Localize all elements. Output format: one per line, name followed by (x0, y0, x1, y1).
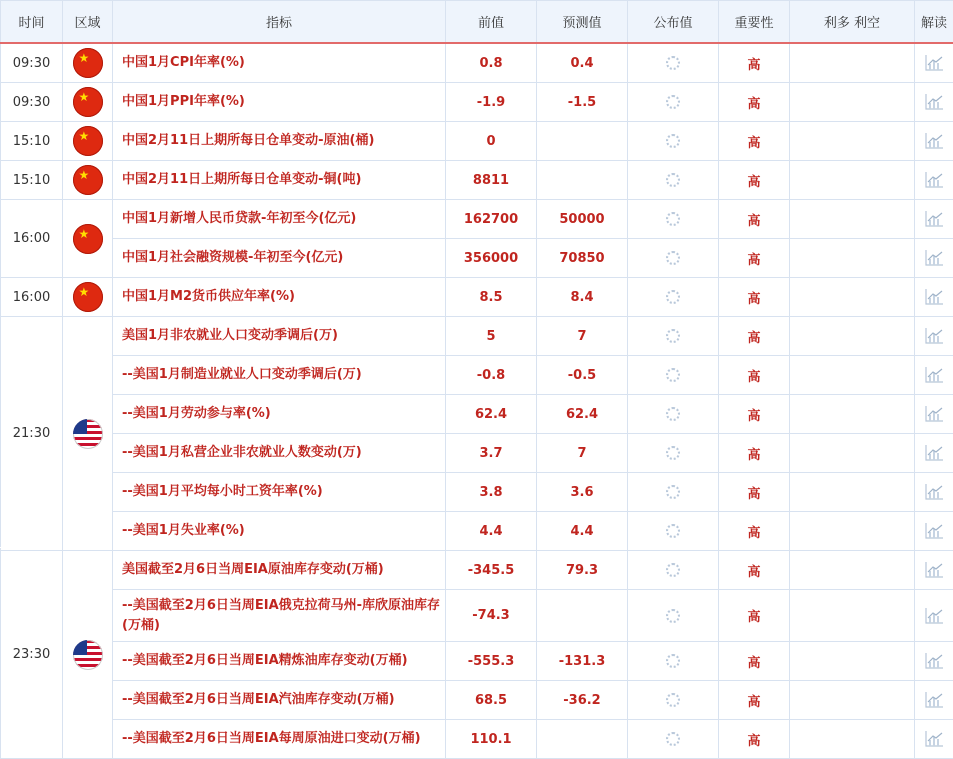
table-row (1, 83, 953, 122)
loading-spinner-icon (666, 407, 680, 421)
chart-icon[interactable] (924, 249, 944, 267)
table-row (1, 642, 953, 681)
previous-value-cell: 162700 (446, 200, 537, 239)
chart-icon[interactable] (924, 444, 944, 462)
forecast-value-cell: 0.4 (537, 43, 628, 83)
loading-spinner-icon (666, 173, 680, 187)
indicator-cell[interactable]: 中国1月新增人民币贷款-年初至今(亿元) (113, 200, 446, 239)
indicator-cell[interactable]: 中国2月11日上期所每日仓单变动-铜(吨) (113, 161, 446, 200)
loading-spinner-icon (666, 134, 680, 148)
forecast-value-cell: 8.4 (537, 278, 628, 317)
indicator-cell[interactable]: --美国截至2月6日当周EIA俄克拉荷马州-库欣原油库存(万桶) (113, 590, 446, 642)
indicator-cell[interactable]: 美国1月非农就业人口变动季调后(万) (113, 317, 446, 356)
loading-spinner-icon (666, 56, 680, 70)
forecast-value-cell (537, 161, 628, 200)
loading-spinner-icon (666, 654, 680, 668)
impact-cell (790, 551, 915, 590)
previous-value-cell: 3.7 (446, 434, 537, 473)
previous-value-cell: -0.8 (446, 356, 537, 395)
impact-cell (790, 473, 915, 512)
analysis-cell[interactable] (915, 122, 953, 161)
analysis-cell[interactable] (915, 642, 953, 681)
star-icon: ★ (79, 228, 90, 240)
loading-spinner-icon (666, 95, 680, 109)
previous-value-cell: 110.1 (446, 720, 537, 759)
china-flag-icon (73, 126, 103, 156)
chart-icon[interactable] (924, 54, 944, 72)
importance-cell: 高 (719, 43, 790, 83)
importance-cell: 高 (719, 720, 790, 759)
impact-cell (790, 395, 915, 434)
analysis-cell[interactable] (915, 200, 953, 239)
importance-cell: 高 (719, 473, 790, 512)
time-column-gap (0, 547, 62, 548)
table-row (1, 317, 953, 356)
star-icon: ★ (79, 169, 90, 181)
chart-icon[interactable] (924, 405, 944, 423)
indicator-cell[interactable]: --美国1月失业率(%) (113, 512, 446, 551)
impact-cell (790, 720, 915, 759)
chart-icon[interactable] (924, 607, 944, 625)
us-flag-icon (73, 640, 103, 670)
star-icon: ★ (79, 91, 90, 103)
forecast-value-cell: 7 (537, 317, 628, 356)
actual-value-cell (628, 551, 719, 590)
region-cell (63, 278, 113, 317)
actual-value-cell (628, 278, 719, 317)
header-previous: 前值 (446, 1, 537, 44)
impact-cell (790, 356, 915, 395)
table-row (1, 43, 953, 83)
loading-spinner-icon (666, 212, 680, 226)
header-importance: 重要性 (719, 1, 790, 44)
header-region: 区域 (63, 1, 113, 44)
indicator-cell[interactable]: 中国1月PPI年率(%) (113, 83, 446, 122)
previous-value-cell: 0 (446, 122, 537, 161)
impact-cell (790, 434, 915, 473)
analysis-cell[interactable] (915, 512, 953, 551)
loading-spinner-icon (666, 329, 680, 343)
analysis-cell[interactable] (915, 720, 953, 759)
previous-value-cell: 4.4 (446, 512, 537, 551)
forecast-value-cell: -1.5 (537, 83, 628, 122)
indicator-cell[interactable]: 中国2月11日上期所每日仓单变动-原油(桶) (113, 122, 446, 161)
loading-spinner-icon (666, 693, 680, 707)
analysis-cell[interactable] (915, 551, 953, 590)
previous-value-cell: 8.5 (446, 278, 537, 317)
chart-icon[interactable] (924, 327, 944, 345)
time-cell: 21:30 (1, 317, 63, 551)
forecast-value-cell: 50000 (537, 200, 628, 239)
table-row (1, 395, 953, 434)
previous-value-cell: 5 (446, 317, 537, 356)
star-icon: ★ (79, 286, 90, 298)
forecast-value-cell: 3.6 (537, 473, 628, 512)
loading-spinner-icon (666, 368, 680, 382)
actual-value-cell (628, 434, 719, 473)
previous-value-cell: 356000 (446, 239, 537, 278)
indicator-cell[interactable]: --美国1月劳动参与率(%) (113, 395, 446, 434)
time-cell: 09:30 (1, 43, 63, 83)
analysis-cell[interactable] (915, 395, 953, 434)
impact-cell (790, 317, 915, 356)
table-row (1, 681, 953, 720)
time-cell: 16:00 (1, 278, 63, 317)
previous-value-cell: 3.8 (446, 473, 537, 512)
china-flag-icon (73, 48, 103, 78)
previous-value-cell: 0.8 (446, 43, 537, 83)
impact-cell (790, 83, 915, 122)
importance-cell: 高 (719, 317, 790, 356)
previous-value-cell: -1.9 (446, 83, 537, 122)
region-cell (63, 43, 113, 83)
chart-icon[interactable] (924, 730, 944, 748)
importance-cell: 高 (719, 239, 790, 278)
chart-icon[interactable] (924, 93, 944, 111)
previous-value-cell: 62.4 (446, 395, 537, 434)
loading-spinner-icon (666, 732, 680, 746)
loading-spinner-icon (666, 485, 680, 499)
loading-spinner-icon (666, 446, 680, 460)
analysis-cell[interactable] (915, 681, 953, 720)
importance-cell: 高 (719, 200, 790, 239)
analysis-cell[interactable] (915, 239, 953, 278)
us-flag-canton (73, 419, 87, 434)
impact-cell (790, 278, 915, 317)
table-row (1, 161, 953, 200)
region-cell (63, 83, 113, 122)
time-cell: 23:30 (1, 551, 63, 759)
analysis-cell[interactable] (915, 43, 953, 83)
header-indicator: 指标 (113, 1, 446, 44)
indicator-cell[interactable]: --美国截至2月6日当周EIA精炼油库存变动(万桶) (113, 642, 446, 681)
actual-value-cell (628, 239, 719, 278)
chart-icon[interactable] (924, 652, 944, 670)
previous-value-cell: -345.5 (446, 551, 537, 590)
actual-value-cell (628, 512, 719, 551)
forecast-value-cell: -36.2 (537, 681, 628, 720)
us-flag-icon (73, 419, 103, 449)
impact-cell (790, 681, 915, 720)
time-cell: 09:30 (1, 83, 63, 122)
actual-value-cell (628, 642, 719, 681)
star-icon: ★ (79, 130, 90, 142)
table-row (1, 356, 953, 395)
impact-cell (790, 43, 915, 83)
indicator-cell[interactable]: 中国1月M2货币供应年率(%) (113, 278, 446, 317)
loading-spinner-icon (666, 563, 680, 577)
actual-value-cell (628, 43, 719, 83)
time-cell: 15:10 (1, 161, 63, 200)
chart-icon[interactable] (924, 171, 944, 189)
actual-value-cell (628, 590, 719, 642)
chart-icon[interactable] (924, 561, 944, 579)
chart-icon[interactable] (924, 132, 944, 150)
header-actual: 公布值 (628, 1, 719, 44)
impact-cell (790, 200, 915, 239)
forecast-value-cell (537, 720, 628, 759)
importance-cell: 高 (719, 590, 790, 642)
us-flag-canton (73, 640, 87, 655)
chart-icon[interactable] (924, 210, 944, 228)
loading-spinner-icon (666, 251, 680, 265)
impact-cell (790, 642, 915, 681)
forecast-value-cell: 4.4 (537, 512, 628, 551)
indicator-cell[interactable]: 中国1月CPI年率(%) (113, 43, 446, 83)
actual-value-cell (628, 720, 719, 759)
actual-value-cell (628, 122, 719, 161)
importance-cell: 高 (719, 642, 790, 681)
actual-value-cell (628, 161, 719, 200)
analysis-cell[interactable] (915, 473, 953, 512)
previous-value-cell: -555.3 (446, 642, 537, 681)
actual-value-cell (628, 356, 719, 395)
time-cell: 15:10 (1, 122, 63, 161)
importance-cell: 高 (719, 278, 790, 317)
region-cell (63, 551, 113, 759)
table-row (1, 590, 953, 642)
importance-cell: 高 (719, 356, 790, 395)
indicator-cell[interactable]: 美国截至2月6日当周EIA原油库存变动(万桶) (113, 551, 446, 590)
forecast-value-cell: 70850 (537, 239, 628, 278)
table-row (1, 200, 953, 239)
actual-value-cell (628, 681, 719, 720)
importance-cell: 高 (719, 681, 790, 720)
forecast-value-cell (537, 590, 628, 642)
indicator-cell[interactable]: --美国1月制造业就业人口变动季调后(万) (113, 356, 446, 395)
actual-value-cell (628, 317, 719, 356)
importance-cell: 高 (719, 512, 790, 551)
loading-spinner-icon (666, 290, 680, 304)
loading-spinner-icon (666, 524, 680, 538)
actual-value-cell (628, 200, 719, 239)
chart-icon[interactable] (924, 483, 944, 501)
table-row (1, 239, 953, 278)
impact-cell (790, 512, 915, 551)
china-flag-icon (73, 87, 103, 117)
indicator-cell[interactable]: --美国1月私营企业非农就业人数变动(万) (113, 434, 446, 473)
forecast-value-cell: -131.3 (537, 642, 628, 681)
region-cell (63, 161, 113, 200)
analysis-cell[interactable] (915, 278, 953, 317)
forecast-value-cell (537, 122, 628, 161)
header-forecast: 预测值 (537, 1, 628, 44)
previous-value-cell: -74.3 (446, 590, 537, 642)
importance-cell: 高 (719, 395, 790, 434)
impact-cell (790, 161, 915, 200)
previous-value-cell: 68.5 (446, 681, 537, 720)
analysis-cell[interactable] (915, 317, 953, 356)
indicator-cell[interactable]: 中国1月社会融资规模-年初至今(亿元) (113, 239, 446, 278)
impact-cell (790, 239, 915, 278)
forecast-value-cell: -0.5 (537, 356, 628, 395)
analysis-cell[interactable] (915, 83, 953, 122)
chart-icon[interactable] (924, 366, 944, 384)
actual-value-cell (628, 473, 719, 512)
indicator-cell[interactable]: --美国截至2月6日当周EIA每周原油进口变动(万桶) (113, 720, 446, 759)
forecast-value-cell: 62.4 (537, 395, 628, 434)
region-cell (63, 317, 113, 551)
importance-cell: 高 (719, 122, 790, 161)
table-row (1, 434, 953, 473)
actual-value-cell (628, 83, 719, 122)
star-icon: ★ (79, 52, 90, 64)
actual-value-cell (628, 395, 719, 434)
impact-cell (790, 122, 915, 161)
importance-cell: 高 (719, 551, 790, 590)
analysis-cell[interactable] (915, 590, 953, 642)
header-time: 时间 (1, 1, 63, 44)
analysis-cell[interactable] (915, 434, 953, 473)
region-cell (63, 200, 113, 278)
previous-value-cell: 8811 (446, 161, 537, 200)
chart-icon[interactable] (924, 522, 944, 540)
table-row (1, 473, 953, 512)
time-cell: 16:00 (1, 200, 63, 278)
analysis-cell[interactable] (915, 161, 953, 200)
china-flag-icon (73, 282, 103, 312)
china-flag-icon (73, 224, 103, 254)
impact-cell (790, 590, 915, 642)
region-cell (63, 122, 113, 161)
chart-icon[interactable] (924, 288, 944, 306)
forecast-value-cell: 79.3 (537, 551, 628, 590)
header-analysis: 解读 (915, 1, 953, 44)
header-impact: 利多 利空 (790, 1, 915, 44)
table-row (1, 278, 953, 317)
indicator-cell[interactable]: --美国1月平均每小时工资年率(%) (113, 473, 446, 512)
analysis-cell[interactable] (915, 356, 953, 395)
importance-cell: 高 (719, 161, 790, 200)
indicator-cell[interactable]: --美国截至2月6日当周EIA汽油库存变动(万桶) (113, 681, 446, 720)
chart-icon[interactable] (924, 691, 944, 709)
importance-cell: 高 (719, 83, 790, 122)
china-flag-icon (73, 165, 103, 195)
table-row (1, 720, 953, 759)
table-row (1, 122, 953, 161)
table-row (1, 551, 953, 590)
table-row (1, 512, 953, 551)
table-body (1, 43, 953, 759)
importance-cell: 高 (719, 434, 790, 473)
table-header-row (1, 1, 953, 44)
loading-spinner-icon (666, 609, 680, 623)
forecast-value-cell: 7 (537, 434, 628, 473)
